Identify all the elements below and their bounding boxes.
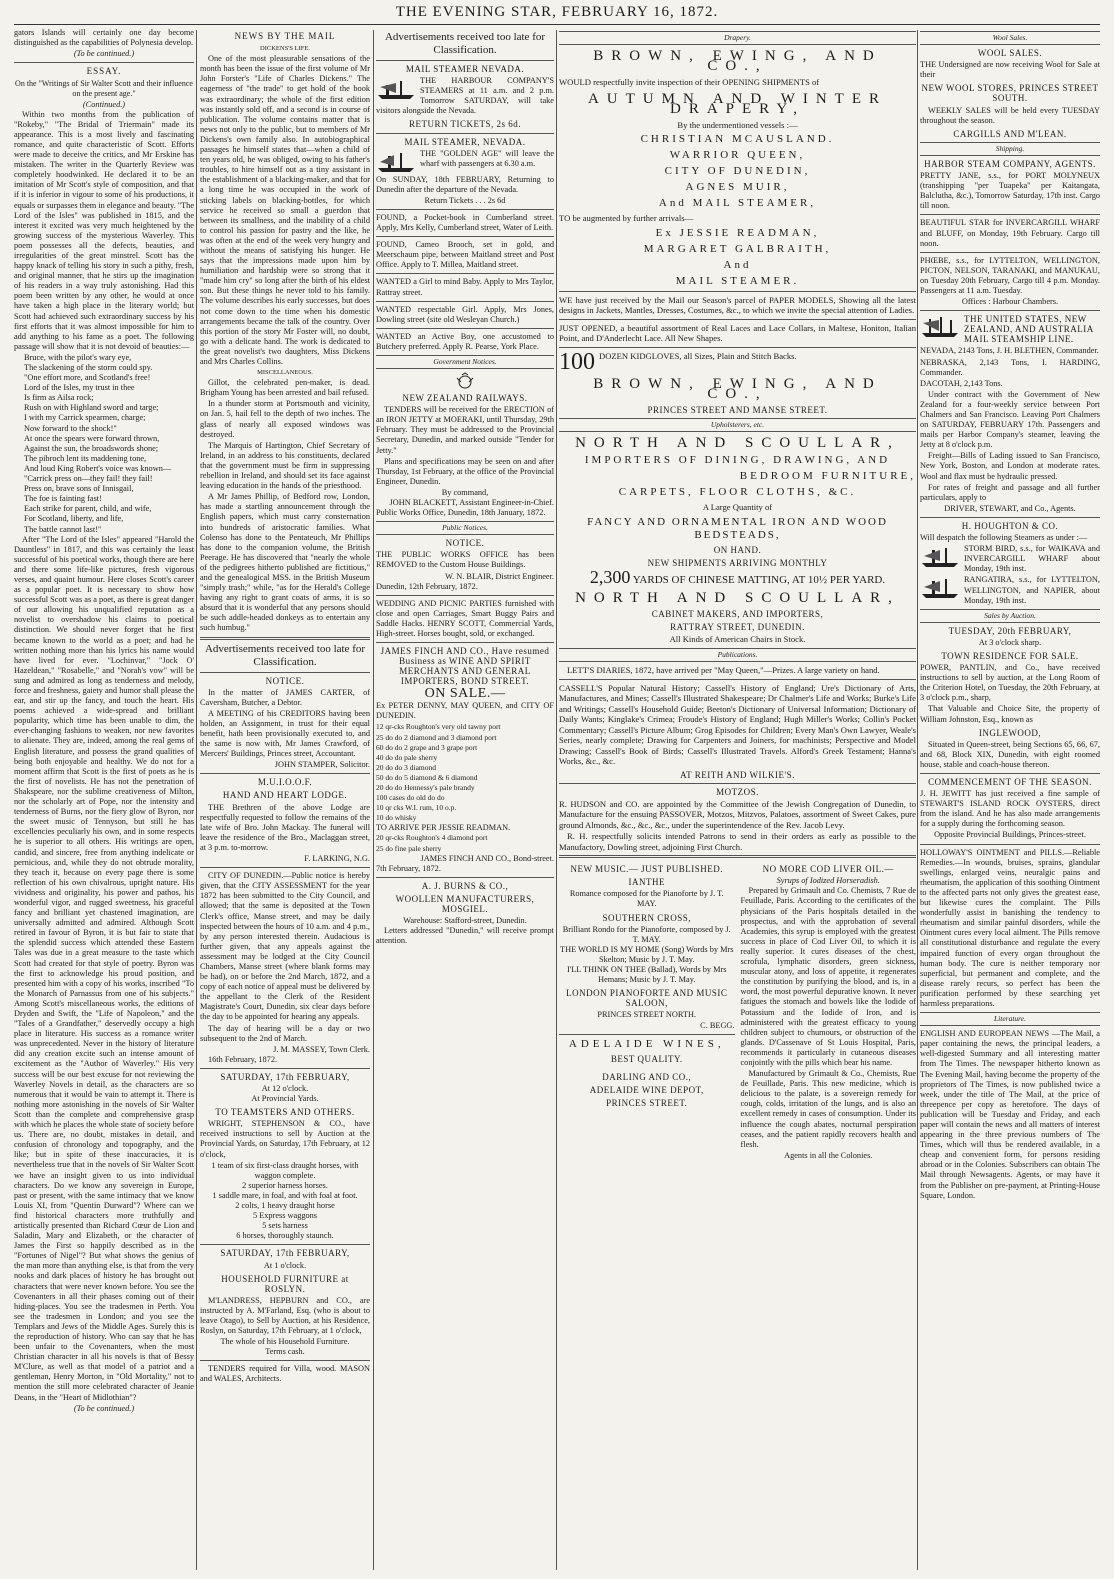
holloway-text: HOLLOWAY'S OINTMENT and PILLS.—Reliable Remedies.—In wounds, bruises, sprains, glandular swellings, enlarged veins, neuralgic pains and rheumatism, the application of this soothing Ointment to the affected parts not only gives the greatest ease, but likewise cures the complaint. The Pills wonderfully assist in banishing the tendency to rheumatism and similar painful disorders, while the Ointment cures every local ailment. The Pills remove all constitutional disturbance and regulate the every impaired function of every organ throughout the human body. The cure is neither temporary nor superficial, but permanent and complete, and the disease rarely recurs, so perfect has been the purification performed by these searching yet harmless preparations. [920, 847, 1100, 1008]
freight-text: Freight—Bills of Lading issued to San Francisco, New York, Boston, and London at moderate rates. Wool and flax must be hydraulic pressed. [920, 451, 1100, 481]
motzos-heading: MOTZOS. [716, 786, 759, 797]
poem-line: Rush on with Highland sword and targe; [24, 403, 159, 413]
shipping-notice: PRETTY JANE, s.s., for PORT MOLYNEUX (transhipping "per Tuapeka" per Kaitangata, Balclutha, &c.), Tomorrow Saturday, 17th inst. Cargo till noon. [920, 171, 1100, 211]
poem-line: For Scotland, liberty, and life, [24, 514, 124, 524]
auction-time: At 3 o'clock sharp. [978, 637, 1042, 647]
poem-line: The slackening of the storm could spy. [24, 363, 153, 372]
section-label: Publications. [559, 648, 916, 662]
carpets-text: CARPETS, FLOOR CLOTHS, &C. [618, 486, 857, 499]
offices-text: Offices : Harbour Chambers. [961, 297, 1059, 307]
divider [376, 273, 554, 274]
divider [376, 60, 554, 61]
cod-text: Prepared by Grimault and Co. Chemists, 7 Rue de Feuillade, Paris. According to the certificates of the physicians of the Paris hospitals detailed in the prospectus, and with the approbation of several Academies, this syrup is employed with the greatest success in place of Cod Liver Oil, to which it is really superior. It cures diseases of the chest, scrofula, lymphatic disorders, green sickness, muscular atony, and loss of appetite, it regenerates the constitution by purifying the blood, and is, in a word, the most powerful depurative known. It never fatigues the stomach and bowels like the Iodide of Potassium and the Iodide of Iron, and is administered with the greatest efficacy to young children subject to chumours, or obstruction of the glands. D'Cassenave of St Louis Hospital, Paris, recommends it particularly in cutaneous diseases conjointly with the pills which bear his name. [740, 886, 916, 1067]
ianthe-title: IANTHE [628, 877, 665, 888]
poem-line: "Carrick press on—they fail! they fail! [24, 474, 153, 484]
divider [559, 291, 916, 292]
lodge-signature: F. LARKING, N.G. [304, 854, 370, 864]
reith-text: AT REITH AND WILKIE'S. [680, 769, 795, 780]
divider [200, 637, 370, 640]
wine-item: 10 do whisky [376, 813, 417, 823]
vessels-list [559, 133, 916, 210]
kidgloves-text: DOZEN KIDGLOVES, all Sizes, Plain and Stitch Backs. [599, 350, 797, 361]
intro-text: gators Islands will certainly one day become distinguished as the capabilities of Polynesia develop. [14, 28, 194, 48]
onhand-text: ON HAND. [713, 544, 762, 555]
column-adverts [376, 28, 554, 947]
divider [376, 642, 554, 643]
steamer-heading: MAIL STEAMER, NEVADA. [404, 136, 526, 147]
cod-liver-ad [741, 861, 917, 1161]
masthead-rule [14, 24, 1100, 25]
shipments-text: NEW SHIPMENTS ARRIVING MONTHLY [647, 558, 828, 569]
ticket-price: RETURN TICKETS, 2s 6d. [408, 119, 522, 130]
auction-item: 5 Express waggons [252, 1211, 318, 1221]
finch-date: 7th February, 1872. [376, 863, 441, 873]
poem-line: "One effort more, and Scotland's free! [24, 373, 151, 383]
matting-ad [559, 567, 916, 588]
divider [920, 310, 1100, 311]
news-paragraph: One of the most pleasurable sensations of the month has been the issue of the first volume of Mr John Forster's "Life of Charles Dickens." The eagerness of "the trade" to get hold of the book was extraordinary; the whole of the first edition was instantly sold off, and a second is in course of publication. The volume contains matter that is news not only to the public, but to members of Mr Dickens's own family also. In autobiographical passages he himself states that—when a child of ten years old, he was obliged, owing to his father's troubles, to hire himself out as a tiny assistant in the establishment of a blacking-maker, and that for a long time he was occupied in the work of sticking labels on blacking-bottles, for which service he received so small a guerdon that between its smallness, and the inability of a child to control his passion for pastry and the like, he was often at the end of the week very hungry and without the means of satisfying his hunger. He says that the impressions made upon him by humiliation and hardship were so strong that it "made him cry" so long after the birth of his eldest son. But these things he never told to his family. The volume describes his early successes, but does not come down to the time when his domestic arrangements became the talk of the country. Over this portion of the story Mr Foster will, no doubt, go with a delicate hand. The work is dedicated to the great novelist's two daughters, Miss Dickens and Mrs Charles Collins. [200, 54, 370, 366]
tenders-text: TENDERS required for Villa, wood. MASON and WALES, Architects. [200, 1364, 370, 1384]
quality-text: BEST QUALITY. [610, 1053, 683, 1064]
poem-line: Press on, brave sons of Innisgail, [24, 484, 134, 494]
divider [920, 844, 1100, 845]
poem-line: Now forward to the shock!" [24, 423, 117, 433]
section-label: Upholsterers, etc. [559, 418, 916, 432]
auction-date: SATURDAY, 17th FEBRUARY, [220, 1248, 350, 1259]
bedsteads-text: FANCY AND ORNAMENTAL IRON AND WOOD BEDSTEADS, [587, 515, 888, 541]
divider [559, 855, 916, 858]
essay-paragraph: After "The Lord of the Isles" appeared "Harold the Dauntless" in 1817, and this was certainly the least successful of his poetical works, though there are here and there some life-like pictures, fresh vigorous verses, and quaint humour. Here closes Scott's career as a popular poet. It is necessary to show how successful Scott was as a poet, as there is great danger of our allowing his unqualified reputation as a novelist to overshadow his claims to poetical distinction. We should never forget that he first became known to the world as a poet; and had he written nothing more than his lyrics his name would have lived for ever. "Lochinvar," "Jock O' Hazeldean," "Rosabelle," and "Norah's vow" will be sung and admired as long as tenderness and melody, force and freshness, gaiety and humor shall please the ear, and stir up the fancy, and touch the heart. His poems achieved a wide-spread and brilliant popularity, which time has been unable to dim, the ever-changing fashions to weaken, nor new favorites to alienate. They are, indeed, among the real gems of English literature, and possess the grand qualities of being both enjoyable and healthy. We do not for a moment affirm that Scott is the first of poets as he is the first of novelists. He has not the penetration of Shakspeare, nor the sublime creativeness of Milton, nor the scholarly art of Pope, nor the intensity and tenderness of Burns, nor the fiery glow of Byron, nor the sweet music of Tennyson, but still he has excellencies peculiarly his own, and in some respects he is superior to all others. His writings are open, candid, and sincere, free from anything indelicate or pernicious, and, while they do not obtrude morality, they teach it, because on every page there is some reflection of his own chivalrous, upright nature. His vividness and originality, his power and pathos, his wonderful vigor, and rugged sweetness, his graceful fancy and brilliant yet chastened imagination, are universally admitted and admired. Although Scott retired in favour of Byron, it is but fair to state that the splendid success which attended these Eastern Tales was due in a great measure to the taste which Scott had created for that style of poetry. Byron was the first to acknowledge his proud position, and presented him with a copy of his works, inscribed "To the Monarch of Parnassus from one of his subjects." Among Scott's miscellaneous works, the editions of Dryden and Swift, the "Life of Napoleon," and the "Tales of a Grandfather," deservedly occupy a high place in literature. His success as a romance writer was unprecedented. Never in the history of literature did any creation excite such an intense amount of excitement as the "Author of Waverley." His very success will be our best excuse for not reviewing the Waverley Novels in detail, as the characters are so numerous that it would be vain to attempt it. There is nothing more astonishing in the novels of Sir Walter Scott than the complete and comprehensive grasp with which he places the whole state of society before us. There are, no doubt, mistakes in detail, and confusion of chronology and topography, and the like; but in spite of these inaccuracies, it is nevertheless true that in the novels of Sir Walter Scott we have an insight given to us into individual characters. Do we know any sovereign in Europe, past or present, with the same intimacy that we know Louis XI, from "Quentin Durward"? Where can we find historical characters more truthfully and artistically presented than Richard Cœur de Lion and Saladin, Mary and Elizabeth, or the character of James the First so happily described as in the "Fortunes of Nigel"? But what shows the genius of the man more than anything else, is that from the very nooks and dark places of history he has brought out characters that were never known before. You see the Covenanters in all their phases coming out of their hiding-places. You see the tradesmen in Perth. You see the tradesmen in London; and you see the Templars and Jews of the Middle Ages. Surely this is the reproduction of history. Who can say that he has been unfair to the Covenanters, when the most Christian character in all his novels is that of Bessy M'Clure, as well as that model of a patriot and a gentleman, Henry Morton, in "Old Mortality," not to mention the still more celebrated character of Jeanie Deans, in the "Heart of Midlothian"? [14, 534, 194, 1402]
steamer-nebraska: NEBRASKA, 2,143 Tons, I. HARDING, Commander. [920, 357, 1100, 377]
finch-signature: JAMES FINCH AND CO., Bond-street. [420, 853, 554, 863]
wine-item: 40 do do pale sherry [376, 752, 438, 762]
essay-paragraph: Within two months from the publication of "Rokeby," "The Bridal of Triermain" made its appearance. This is a most lively and fascinating romance, and quite characteristic of Scott. Efforts were made to deceive the critics, and Mr Erskine has mistaken. The writer in the Quarterly Review was completely hoodwinked. He declared it to be an imitation of Mr Scott's style of composition, and that if it is inferior in vigour to some of his productions, it equals or surpasses them in elegance and beauty. "The Lord of the Isles" was published in 1815, and the interest it excited was very much heightened by the growing success of the mysterious Waverley. This poem possesses all the defects, beauties, and irregularities of the great minstrel. Scott has the happy knack of telling his story in such a pithy, fresh, and original manner, that he stirs up the imagination of his readers in a way truly astonishing. Had this poem been written by any other, he would at once have taken a high place in the literary world; but Scott had achieved such extraordinary success by his first efforts that it was almost impossible for him to add anything to his fame as a poet. The following passage will show that it is not devoid of beauties:— [14, 109, 194, 351]
divider [559, 347, 916, 348]
news-paragraph: A Mr James Phillip, of Bedford row, London, has made a startling announcement through the English papers, which must carry consternation into hundreds of aristocratic families. What Colenso has done to the Pentateuch, Mr Phillips has done to the companion volume, the British Peerage. He has discovered that "nearly the whole of the pedigrees hitherto published are fictitious," and the genealogical MSS. in the British Museum "simply trash;" while, "as for the Herald's College having any right to grant coats of arms, it is so absurd that it is wonderful that any persons should be such addle-headed donkeys as to entertain any such humbug." [200, 492, 370, 633]
notice-date: Dunedin, 12th February, 1872. [376, 581, 478, 591]
arrival-name: MAIL STEAMER. [675, 274, 800, 287]
section-label: Shipping. [920, 142, 1100, 156]
wine-list [376, 722, 554, 823]
steamer-nevada: NEVADA, 2143 Tons, J. H. BLETHEN, Commander. [920, 346, 1099, 356]
finch-heading: JAMES FINCH AND CO., Have resumed Business as WINE AND SPIRIT MERCHANTS AND GENERAL IMPORTERS, BOND STREET. [380, 646, 550, 687]
poem-line: Is firm as Ailsa rock; [24, 393, 94, 403]
auction-item: 1 saddle mare, in foal, and with foal at foot. [212, 1190, 358, 1200]
syrup-subtitle: Syrups of Iodized Horseradish. [776, 876, 880, 886]
cod-heading: NO MORE COD LIVER OIL.— [762, 864, 894, 875]
auction-item: 2 superior harness horses. [242, 1180, 328, 1190]
arrival-name: Ex JESSIE READMAN, [655, 226, 820, 239]
continued-note: (To be continued.) [73, 49, 135, 59]
city-signature: J. M. MASSEY, Town Clerk. [273, 1044, 370, 1054]
ballad-title: I'LL THINK ON THEE (Ballad), Words by Mrs Hemans; Music by J. T. May. [566, 965, 727, 985]
wine-item: 25 do fine pale sherry [376, 843, 442, 853]
music-heading: NEW MUSIC.— JUST PUBLISHED. [570, 864, 723, 875]
continued-note: (Continued.) [82, 99, 126, 109]
princes-text: PRINCES STREET. [606, 1097, 688, 1108]
agents-text: Agents in all the Colonies. [784, 1150, 873, 1160]
saloon-name: LONDON PIANOFORTE AND MUSIC SALOON, [566, 988, 728, 1009]
section-label: Sales by Auction. [920, 609, 1100, 623]
harbor-heading: HARBOR STEAM COMPANY, AGENTS. [924, 158, 1096, 169]
kidgloves-number: 100 [559, 350, 595, 373]
column-essay [14, 28, 194, 1414]
ianthe-subtitle: Romance composed for the Pianoforte by J. T. MAY. [569, 889, 724, 909]
poem-line: Bruce, with the pilot's wary eye, [24, 352, 132, 362]
woollen-heading: WOOLLEN MANUFACTURERS, MOSGIEL. [395, 893, 535, 914]
north-scoullar-heading: NORTH AND SCOULLAR, [575, 590, 900, 607]
vessel-name: WARRIOR QUEEN, [669, 149, 806, 162]
poem [14, 353, 194, 535]
divider [920, 252, 1100, 253]
burns-heading: A. J. BURNS & CO., [421, 880, 509, 891]
section-label: Wool Sales. [920, 31, 1100, 45]
vessel-name: CHRISTIAN MCAUSLAND. [640, 133, 835, 146]
arrive-list [376, 833, 554, 853]
wool-stores: NEW WOOL STORES, PRINCES STREET SOUTH. [921, 83, 1099, 104]
wine-item: 20 do do Hennessy's pale brandy [376, 782, 475, 792]
shipping-notice: PHŒBE, s.s., for LYTTELTON, WELLINGTON, PICTON, NELSON, TARANAKI, and MANUKAU, on Tuesday 20th February, Cargo till 4 p.m. Monday. Passengers at 11 a.m. Tuesday. [920, 255, 1100, 295]
season-heading: COMMENCEMENT OF THE SEASON. [928, 777, 1092, 787]
arrival-name: And [723, 258, 752, 271]
divider [376, 209, 554, 210]
letts-text: LETT'S DIARIES, 1872, have arrived per "May Queen,"—Prizes. A large variety on hand. [567, 665, 880, 675]
augment-text: TO be augmented by further arrivals— [559, 213, 694, 224]
by-command: By command, [441, 487, 489, 497]
divider [559, 319, 916, 320]
news-paragraph: The Marquis of Hartington, Chief Secretary of Ireland, in an address to his constituents, declared that the government must be firm in suppressing rebellion in Ireland, and should set its face against leaving education in the hands of the priesthood. [200, 440, 370, 491]
arrive-heading: TO ARRIVE PER JESSIE READMAN. [376, 823, 511, 833]
office-date: Public Works Office, Dunedin, 18th January, 1872. [376, 508, 546, 518]
section-label: Public Notices. [376, 521, 554, 535]
rates-text: For rates of freight and passage and all further particulars, apply to [920, 482, 1100, 502]
column-news [200, 28, 370, 1386]
steamer-text: THE "GOLDEN AGE" will leave the wharf with passengers at 6.30 a.m. [420, 148, 554, 168]
driver-signature: DRIVER, STEWART, and Co., Agents. [944, 503, 1076, 513]
auction-item: 1 team of six first-class draught horses, with waggon complete. [211, 1160, 359, 1180]
news-subhead: DICKENS'S LIFE. [260, 45, 310, 53]
steamer-stormbird: STORM BIRD, s.s., for WAIKAVA and INVERCARGILL WHARF about Monday, 19th inst. [964, 544, 1100, 574]
music-ad [559, 861, 735, 1161]
poem-line: Lord of the Isles, my trust in thee [24, 383, 135, 393]
arrivals-list [559, 227, 916, 288]
hudson-text: R. HUDSON and CO. are appointed by the Committee of the Jewish Congregation of Dunedin, to Manufacture for the ensuing PASSOVER, Motzos, Mitzvos, Palatoes, assortment of Sweet Cakes, pure ground Almonds, &c., &c., &c., under the superintendence of the Rev. Jacob Levy. [559, 798, 916, 830]
shipping-notice: BEAUTIFUL STAR for INVERCARGILL WHARF and BLUFF, on Monday, 19th February. Cargo till noon. [920, 218, 1100, 248]
matting-text: YARDS OF CHINESE MATTING, AT 10½ PER YARD. [632, 574, 886, 587]
classified-wanted: WANTED an Active Boy, one accustomed to Butchery preferred. Apply R. Pearse, York Place. [376, 331, 554, 351]
auction-terms: Terms cash. [265, 1347, 305, 1357]
notice-signature: JOHN STAMPER, Solicitor. [274, 760, 370, 770]
lodge-text: THE Brethren of the above Lodge are respectfully requested to follow the remains of the late wife of Bro. John Mackay. The funeral will leave the residence of the Bro., Maclaggan street, at 3 p.m. to-morrow. [200, 802, 370, 852]
importers-text: IMPORTERS OF DINING, DRAWING, AND [584, 454, 891, 467]
weekly-text: WEEKLY SALES will be held every TUESDAY throughout the season. [920, 105, 1100, 125]
auction-time: At 12 o'clock. [261, 1084, 309, 1093]
railways-heading: NEW ZEALAND RAILWAYS. [402, 393, 528, 404]
poem-line: The pibroch lent its maddening tone, [24, 453, 147, 463]
matting-number: 2,300 [589, 567, 631, 588]
auction-text: Situated in Queen-street, being Sections 65, 66, 67, and 68, Block XIX, Dunedin, with eight roomed house, stable and coach-house thereon. [920, 739, 1100, 769]
section-label: Government Notices. [376, 355, 554, 369]
houghton-heading: H. HOUGHTON & CO. [961, 520, 1059, 531]
wine-item: 10 qr cks W.I. rum, 10 o.p. [376, 803, 457, 813]
classified-found: FOUND, a Pocket-book in Cumberland street. Apply, Mrs Kelly, Cumberland street, Water of Leith. [376, 212, 554, 233]
vessel-name: AGNES MUIR, [685, 181, 790, 194]
steamship-icon [920, 576, 960, 600]
steamship-icon [920, 315, 960, 339]
divider [200, 1360, 370, 1361]
wine-item: 20 do do 3 diamond [376, 762, 436, 772]
auction-item: 6 horses, thoroughly staunch. [236, 1231, 334, 1241]
property-name: INGLEWOOD, [978, 727, 1042, 738]
news-title: NEWS BY THE MAIL [234, 31, 336, 41]
vessel-name: And MAIL STEAMER, [658, 197, 817, 210]
oyster-text: J. H. JEWITT has just received a fine sample of STEWART'S ISLAND ROCK OYSTERS, direct from the island. And he has also made arrangements for a supply during the forthcoming season. [920, 789, 1100, 829]
essay-subtitle: On the "Writings of Sir Walter Scott and their influence on the present age." [15, 79, 193, 99]
wedding-ad: WEDDING AND PICNIC PARTIES furnished with close and open Carriages, Smart Buggy Pairs and Saddle Hacks. HENRY SCOTT, Commercial Yards, High-street. Horses bought, sold, or exchanged. [376, 598, 554, 639]
warehouse-text: Warehouse: Stafford-street, Dunedin. [403, 916, 527, 926]
wine-item: 20 qr-cks Roughton's 4 diamond port [376, 833, 488, 843]
divider [376, 236, 554, 237]
royal-crest-icon [454, 372, 476, 390]
southern-title: SOUTHERN CROSS, [602, 912, 692, 923]
kidgloves-ad [559, 351, 916, 373]
divider [559, 1034, 735, 1035]
poem-line: The foe is fainting fast! [24, 494, 102, 504]
autumn-heading: AUTUMN AND WINTER DRAPERY, [587, 90, 888, 117]
english-news-text: ENGLISH AND EUROPEAN NEWS —The Mail, a paper containing the news, the principal leaders, a well-digested Summary and all interesting matter from The Times. The newspaper hitherto known as The Evening Mail, having become the property of the proprietors of The Times, is now published twice a week, under the title of The Mail, at the price of threepence per copy as heretofore. The days of publication will be Tuesday and Friday, and each paper will contain the news and all matters of interest appearing in the three previous numbers of The Times, which will thus be rendered available, in a cheap and convenient form, for persons residing abroad or in the Colonies. Subscribers can obtain The Mail through Newsagents. Agents, or may have it from the Publisher on pre-payment, at Printing-House Square, London. [920, 1029, 1100, 1200]
brown-ewing-heading: BROWN, EWING, AND CO., [593, 375, 882, 403]
contract-text: Under contract with the Government of New Zealand for a four-weekly service between Port Chalmers and San Francisco. Leaving Port Chalmers on SATURDAY, FEBRUARY 17th. Passengers and mails per Harbor Company's steamer, leaving the Jetty at 8 o'clock p.m. [920, 389, 1100, 450]
auction-heading: HOUSEHOLD FURNITURE at ROSLYN. [221, 1273, 349, 1294]
onsale-subtitle: Ex PETER DENNY, MAY QUEEN, and CITY OF DUNEDIN. [376, 701, 554, 721]
onsale-heading: ON SALE.— [424, 686, 506, 702]
depot-text: ADELAIDE WINE DEPOT, [589, 1084, 704, 1095]
steamship-icon [920, 545, 960, 569]
auction-text: WRIGHT, STEPHENSON & CO., have received instructions to sell by Auction at the Provincial Yards, on Saturday, 17th February, at 12 o'clock, [200, 1119, 370, 1159]
auction-text: That Valuable and Choice Site, the property of William Johnston, Esq., known as [920, 704, 1100, 724]
divider [376, 301, 554, 302]
continued-note: (To be continued.) [73, 1403, 135, 1413]
cod-text: Manufactured by Grimault & Co., Chemists, Rue de Feuillade, Paris. This new medicine, which is delicious to the palate, is a sovereign remedy for cough, colds, irritation of the lungs, and is also an excellent remedy in cases of consumption. Under its influence the cough abates, nocturnal perspiration ceases, and the patient rapidly recovers health and flesh. [740, 1069, 916, 1149]
essay-title: ESSAY. [86, 66, 122, 77]
notice-heading: NOTICE. [445, 538, 485, 549]
divider [376, 877, 554, 878]
poem-line: The battle cannot last!" [24, 524, 102, 534]
auction-text: The whole of his Household Furniture. [220, 1337, 350, 1347]
divider [559, 679, 916, 680]
auction-item: 2 colts, 1 heavy draught horse [235, 1201, 335, 1211]
adv-section-title: Advertisements received too late for Classification. [384, 31, 546, 56]
section-label: Drapery. [559, 31, 916, 45]
poem-line: And loud King Robert's voice was known— [24, 463, 172, 473]
saloon-street: PRINCES STREET NORTH. [597, 1010, 697, 1020]
auction-date: SATURDAY, 17th FEBRUARY, [220, 1071, 350, 1082]
steamer-text: On SUNDAY, 18th FEBRUARY, Returning to Dunedin after the departure of the Nevada. [376, 174, 554, 194]
city-date: 16th February, 1872. [208, 1054, 278, 1064]
divider [376, 328, 554, 329]
models-text: WE have just received by the Mail our Season's parcel of PAPER MODELS, Showing all the latest designs in Jackets, Mantles, Dresses, Costumes, &c., to which we invite the special attention of Ladies. [559, 294, 916, 316]
lodge-subtitle: HAND AND HEART LODGE. [222, 790, 348, 801]
section-label: Literature. [920, 1012, 1100, 1026]
darling-text: DARLING AND CO., [602, 1071, 692, 1082]
wool-title: WOOL SALES. [977, 48, 1043, 59]
column-divider [917, 30, 918, 1570]
tender-text: Plans and specifications may be seen on and after Thursday, 1st February, at the office of the Provincial Engineer, Dunedin. [376, 456, 554, 486]
cargills-text: CARGILLS AND M'LEAN. [953, 128, 1067, 139]
divider [200, 672, 370, 673]
notice-text: In the matter of JAMES CARTER, of Caversham, Butcher, a Debtor. [200, 687, 370, 707]
steamer-dacotah: DACOTAH, 2,143 Tons. [920, 378, 1003, 388]
music-and-cod-ads [559, 861, 916, 1161]
chairs-text: All Kinds of American Chairs in Stock. [669, 634, 806, 645]
divider [200, 1244, 370, 1245]
auction-item: 5 sets harness [262, 1221, 308, 1231]
divider [200, 773, 370, 774]
auction-heading: TO TEAMSTERS AND OTHERS. [215, 1107, 355, 1118]
song-title: THE WORLD IS MY HOME (Song) Words by Mrs Skelton; Music by J. T. May. [560, 944, 734, 964]
news-paragraph: In a thunder storm at Portsmouth and vicinity, on Jan. 5, hail fell to the depth of two inches. The glass of nearly all exposed windows was destroyed. [200, 399, 370, 439]
poem-line: At once the spears were forward thrown, [24, 433, 160, 443]
lodge-title: M.U.I.O.O.F. [257, 777, 313, 788]
news-subhead: MISCELLANEOUS. [257, 369, 313, 377]
hudson-text: R. H. respectfully solicits intended Patrons to send in their orders as early as possible to the Manufactory, Dowling street, adjoining First Church. [559, 831, 916, 852]
column-shipping [920, 28, 1100, 1202]
north-scoullar-heading: NORTH AND SCOULLAR, [575, 435, 900, 452]
bedroom-text: BEDROOM FURNITURE, [739, 470, 916, 483]
column-divider [556, 30, 557, 1570]
letters-text: Letters addressed "Dunedin," will receive prompt attention. [376, 926, 554, 946]
auction-text: POWER, PANTLIN, and Co., have received instructions to sell by auction, at the Long Room of the Criterion Hotel, on Tuesday, the 20th February, at 3 o'clock p.m., sharp, [920, 663, 1100, 703]
auction-items [200, 1161, 370, 1242]
steamship-icon [376, 77, 416, 101]
column-divider [373, 30, 374, 1570]
southern-subtitle: Brilliant Rondo for the Pianoforte, composed by J. T. MAY. [562, 924, 731, 944]
arrival-name: MARGARET GALBRAITH, [643, 242, 832, 255]
wine-item: 25 do do 2 diamond and 3 diamond port [376, 732, 497, 742]
brown-ewing-address: PRINCES STREET AND MANSE STREET. [647, 405, 828, 416]
saloon-owner: C. BEGG. [700, 1020, 735, 1030]
cabinet-text: CABINET MAKERS, AND IMPORTERS, [651, 609, 824, 620]
tender-text: TENDERS will be received for the ERECTION of an IRON JETTY at MOERAKI, until Thursday, 29th February. They must be addressed to the Provincial Secretary, Dunedin, and marked outside "Tender for Jetty." [376, 405, 554, 455]
divider [920, 517, 1100, 518]
wine-item: 100 cases do old do do [376, 793, 445, 803]
steamship-icon [376, 150, 416, 174]
poem-line: Each strike for parent, child, and wife, [24, 504, 152, 514]
steamer-text: THE HARBOUR COMPANY'S STEAMERS at 11 a.m. and 2 p.m. Tomorrow SATURDAY, will take visitors alongside the Nevada. [376, 76, 554, 116]
auction-time: At 1 o'clock. [263, 1260, 307, 1270]
engineer-signature: JOHN BLACKETT, Assistant Engineer-in-Chief. [389, 498, 554, 507]
steamer-heading: MAIL STEAMER NEVADA. [405, 64, 525, 74]
wine-item: 50 do do 5 diamond & 6 diamond [376, 772, 478, 782]
oyster-address: Opposite Provincial Buildings, Princes-street. [934, 830, 1086, 840]
ticket-price: Return Tickets . . . 2s 6d [424, 195, 506, 205]
wool-text: THE Undersigned are now receiving Wool for Sale at their [920, 60, 1100, 80]
divider [14, 62, 194, 63]
brown-ewing-heading: BROWN, EWING, AND CO., [593, 48, 882, 75]
classified-found: FOUND, Cameo Brooch, set in gold, and Meerschaum pipe, between Maitland street and Post Office. Apply to T. Millea, Maitland street. [376, 240, 554, 270]
engineer-signature: W. N. BLAIR, District Engineer. [445, 571, 554, 581]
poem-line: I with my Carrick spearmen, charge; [24, 413, 146, 423]
news-paragraph: Gillot, the celebrated pen-maker, is dead. Brigham Young has been arrested and bail refused. [200, 378, 370, 398]
lace-text: JUST OPENED, a beautiful assortment of Real Laces and Lace Collars, in Maltese, Honiton, Italian Point, and D'Anderlecht Lace. All New Shapes. [559, 322, 916, 344]
auction-place: At Provincial Yards. [251, 1094, 319, 1104]
divider [559, 783, 916, 784]
poem-line: Against the sun, the broadswords shone; [24, 443, 159, 453]
auction-text: M'LANDRESS, HEPBURN and CO., are instructed by A. M'Farland, Esq. (who is about to leave Otago), to Sell by Auction, at his Residence, Roslyn, on Saturday, 17th February, at 1 o'clock, [200, 1295, 370, 1336]
steamer-rangatira: RANGATIRA, s.s., for LYTTELTON, WELLINGTON, and NAPIER, about Monday, 19th inst. [964, 575, 1100, 605]
city-notice: CITY OF DUNEDIN.—Public notice is hereby given, that the CITY ASSESSMENT for the year 1872 has been submitted to the City Council, and allowed; that the same is deposited at the Town Clerk's office, Manse street, and may be daily inspected between the hours of 10 a.m. and 4 p.m., by any person interested therein. Audacious is further given, that any appeals against the assessment may be lodged at the City Council Chambers, Manse street (where blank forms may be had), on or before the 2nd March, 1872, and a copy of each notice of appeal must be delivered by the appellant to the Clerk of the Resident Magistrate's Court, Dunedin, six clear days before the day to be appointed for hearing any appeals. [200, 871, 370, 1022]
cassell-text: CASSELL'S Popular Natural History; Cassell's History of England; Ure's Dictionary of Arts, Manufactures, and Mines; Cassell's Illustrated Shakespeare; Dr Chalmer's Life and Works; Burke's Life and Writings; Cassell's Household Guide; Beeton's Dictionary of Universal Information; Dictionary of Daily Wants; Kinglake's Crimea; Froude's History of England; Hugh Miller's Works; Collin's Pocket Commentary; Cassell's Picture Album; Grog Episodes for Children; Every Man's Own Lawyer, Weale's Series, nearly complete; Drawing for Carpenters and Joiners, for machinists; Perspective and Model Drawing; Cassell's Book of Birds; Cassell's Illustrated Travels. Alford's Greek Testament; Hanna's Works, &c., &c. [559, 682, 916, 766]
adelaide-heading: ADELAIDE WINES, [568, 1037, 725, 1050]
notice-heading: NOTICE. [265, 675, 305, 686]
divider [920, 773, 1100, 774]
notice-text: THE PUBLIC WORKS OFFICE has been REMOVED to the Custom House Buildings. [376, 550, 554, 570]
rattray-text: RATTRAY STREET, DUNEDIN. [670, 622, 805, 633]
wine-item: 60 do do 2 grape and 3 grape port [376, 742, 478, 752]
masthead: THE EVENING STAR, FEBRUARY 16, 1872. [395, 4, 719, 20]
column-drapery [559, 28, 916, 1161]
column-divider [196, 30, 197, 1570]
vessels-intro: By the undermentioned vessels :— [677, 119, 798, 130]
divider [920, 214, 1100, 215]
despatch-text: Will despatch the following Steamers as under :— [920, 533, 1088, 543]
auction-heading: TOWN RESIDENCE FOR SALE. [941, 650, 1079, 661]
vessel-name: CITY OF DUNEDIN, [664, 165, 811, 178]
drapery-text: WOULD respectfully invite inspection of their OPENING SHIPMENTS of [559, 77, 820, 88]
divider [376, 133, 554, 134]
auction-date: TUESDAY, 20th FEBRUARY, [948, 625, 1072, 636]
city-notice: The day of hearing will be a day or two subsequent to the 2nd of March. [200, 1023, 370, 1043]
divider [200, 1068, 370, 1069]
wine-item: 12 qr-cks Roughton's very old tawny port [376, 722, 501, 732]
notice-text: A MEETING of his CREDITORS having been holden, an Assignment, in trust for their equal benefit, hath been provisionally executed to, and the same is now with, Mr James Crawford, of Mercers' Buildings, Princes street, Accountant. [200, 708, 370, 759]
classified-wanted: WANTED a Girl to mind Baby. Apply to Mrs Taylor, Rattray street. [376, 277, 554, 297]
adv-section-title: Advertisements received too late for Classification. [204, 642, 366, 668]
classified-wanted: WANTED respectable Girl. Apply, Mrs Jones, Dowling street (site old Wesleyan Church.) [376, 304, 554, 324]
divider [200, 867, 370, 868]
quantity-text: A Large Quantity of [702, 502, 773, 513]
mail-line-heading: THE UNITED STATES, NEW ZEALAND, AND AUSTRALIA MAIL STEAMSHIP LINE. [964, 314, 1094, 345]
divider [376, 595, 554, 596]
